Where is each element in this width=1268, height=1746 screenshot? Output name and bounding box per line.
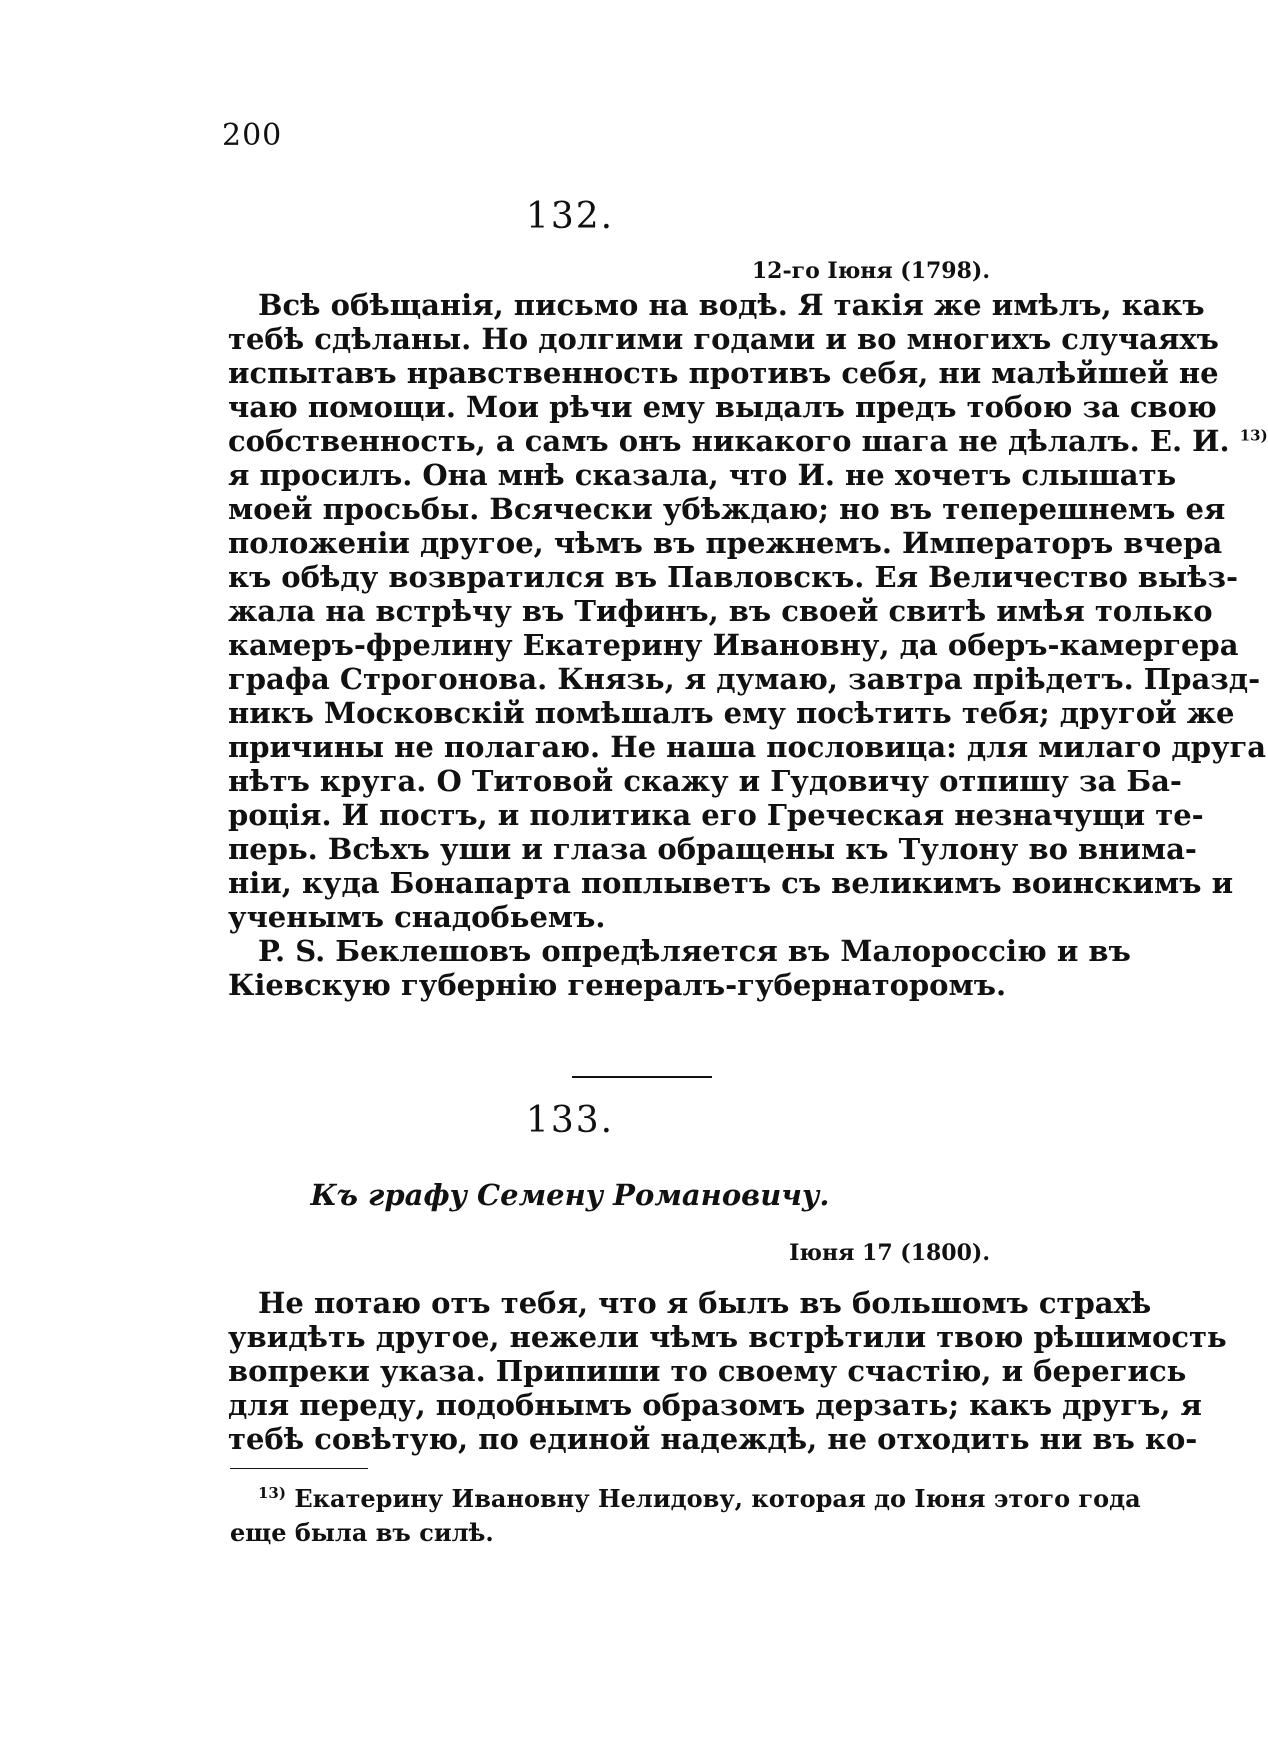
letter-132-body bbox=[228, 288, 1268, 1002]
letter-133-line: Не потаю отъ тебя, что я былъ въ большомъ страхѣ bbox=[258, 1286, 1152, 1320]
footnote bbox=[230, 1482, 1141, 1550]
footnote-reference: 13) bbox=[1239, 426, 1268, 445]
letter-132-line: къ обѣду возвратился въ Павловскъ. Ея Величество выѣз- bbox=[228, 560, 1239, 594]
letter-132-postscript: Кіевскую губернію генералъ-губернаторомъ. bbox=[228, 968, 1007, 1002]
letter-132-line: графа Строгонова. Князь, я думаю, завтра пріѣдетъ. Празд- bbox=[228, 662, 1261, 696]
footnote-rule bbox=[230, 1468, 368, 1469]
letter-132-line: я просилъ. Она мнѣ сказала, что И. не хочетъ слышать bbox=[228, 458, 1177, 492]
letter-132-date: 12-го Іюня (1798). bbox=[751, 258, 990, 284]
letter-separator bbox=[572, 1076, 712, 1078]
letter-132-line: ніи, куда Бонапарта поплыветъ съ великимъ воинскимъ и bbox=[228, 866, 1234, 900]
letter-132-line: положеніи другое, чѣмъ въ прежнемъ. Императоръ вчера bbox=[228, 526, 1223, 560]
letter-132-line: ученымъ снадобьемъ. bbox=[228, 900, 606, 934]
letter-132-line: нѣтъ круга. О Титовой скажу и Гудовичу отпишу за Ба- bbox=[228, 764, 1182, 798]
letter-132-line: моей просьбы. Всячески убѣждаю; но въ теперешнемъ ея bbox=[228, 492, 1226, 526]
letter-132-line: тебѣ сдѣланы. Но долгими годами и во многихъ случаяхъ bbox=[228, 322, 1219, 356]
letter-132-line: жала на встрѣчу въ Тифинъ, въ своей свитѣ имѣя только bbox=[228, 594, 1213, 628]
footnote-line: Екатерину Ивановну Нелидову, которая до Іюня этого года bbox=[294, 1484, 1141, 1513]
letter-133-line: для переду, подобнымъ образомъ дерзать; какъ другъ, я bbox=[228, 1388, 1202, 1422]
letter-132-line: роція. И постъ, и политика его Греческая незначущи те- bbox=[228, 798, 1204, 832]
letter-132-line: собственность, а самъ онъ никакого шага не дѣлалъ. Е. И. bbox=[228, 424, 1230, 458]
letter-133-date: Іюня 17 (1800). bbox=[789, 1240, 990, 1266]
letter-132-line: испытавъ нравственность противъ себя, ни малѣйшей не bbox=[228, 356, 1219, 390]
footnote-line-with-mark bbox=[230, 1482, 1141, 1516]
letter-132-line: чаю помощи. Мои рѣчи ему выдалъ предъ тобою за свою bbox=[228, 390, 1217, 424]
letter-132-line: перь. Всѣхъ уши и глаза обращены къ Тулону во внима- bbox=[228, 832, 1197, 866]
letter-133-number: 133. bbox=[525, 1100, 615, 1141]
letter-132-line: камеръ-фрелину Екатерину Ивановну, да оберъ-камергера bbox=[228, 628, 1239, 662]
letter-133-line: вопреки указа. Припиши то своему счастію, и берегись bbox=[228, 1354, 1187, 1388]
letter-132-line: причины не полагаю. Не наша пословица: для милаго друга bbox=[228, 730, 1267, 764]
letter-133-line: увидѣть другое, нежели чѣмъ встрѣтили твою рѣшимость bbox=[228, 1320, 1227, 1354]
letter-132-number: 132. bbox=[525, 196, 615, 237]
letter-133-body bbox=[228, 1286, 1227, 1456]
letter-132-line: Всѣ обѣщанія, письмо на водѣ. Я такія же имѣлъ, какъ bbox=[258, 288, 1205, 322]
footnote-mark: 13) bbox=[258, 1484, 286, 1502]
page-number: 200 bbox=[222, 118, 283, 153]
footnote-line: еще была въ силѣ. bbox=[230, 1518, 494, 1547]
letter-133-line: тебѣ совѣтую, по единой надеждѣ, не отходить ни въ ко- bbox=[228, 1422, 1198, 1456]
letter-133-addressee: Къ графу Семену Романовичу. bbox=[310, 1178, 830, 1212]
letter-132-postscript: P. S. Беклешовъ опредѣляется въ Малороссію и въ bbox=[258, 934, 1131, 968]
letter-132-line: никъ Московскій помѣшалъ ему посѣтить тебя; другой же bbox=[228, 696, 1235, 730]
letter-132-line-with-footnote bbox=[228, 424, 1268, 458]
